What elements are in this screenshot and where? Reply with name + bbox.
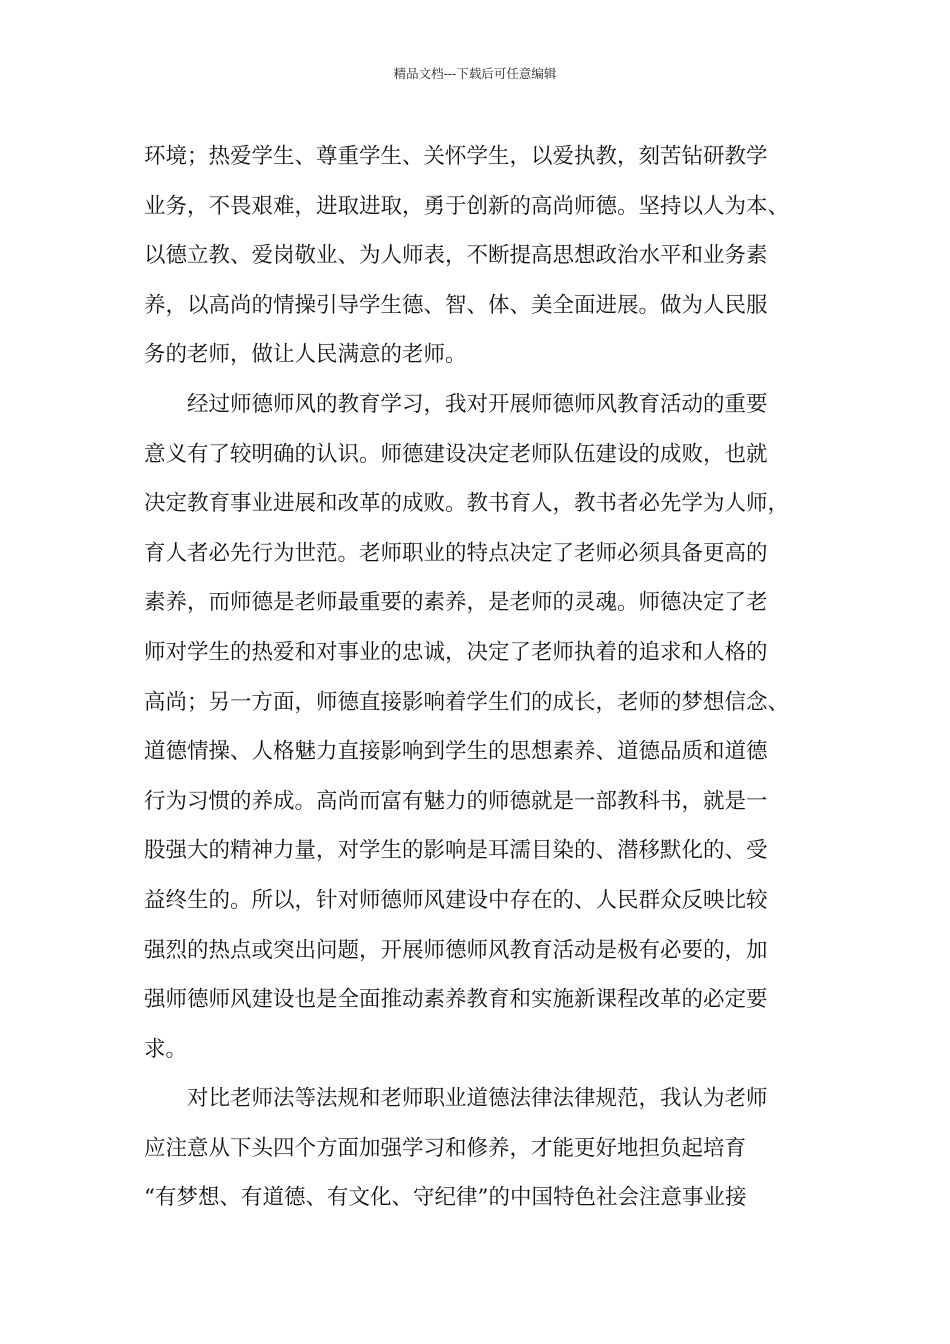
page-header: 精品文档---下载后可任意编辑 xyxy=(393,66,557,81)
text-line: 益终生的。所以，针对师德师风建设中存在的、人民群众反映比较 xyxy=(144,887,768,913)
text-line: 师对学生的热爱和对事业的忠诚，决定了老师执着的追求和人格的 xyxy=(144,639,768,665)
text-line: 养，以高尚的情操引导学生德、智、体、美全面进展。做为人民服 xyxy=(144,292,768,318)
text-line: 对比老师法等法规和老师职业道德法律法律规范，我认为老师 xyxy=(144,1086,768,1112)
text-line: 决定教育事业进展和改革的成败。教书育人，教书者必先学为人师， xyxy=(144,491,790,517)
text-line: 道德情操、人格魅力直接影响到学生的思想素养、道德品质和道德 xyxy=(144,739,768,765)
text-line: 育人者必先行为世范。老师职业的特点决定了老师必须具备更高的 xyxy=(144,540,768,566)
text-line: 意义有了较明确的认识。师德建设决定老师队伍建设的成败，也就 xyxy=(144,441,768,467)
text-line: 应注意从下头四个方面加强学习和修养，才能更好地担负起培育 xyxy=(144,1135,747,1161)
text-line: 经过师德师风的教育学习，我对开展师德师风教育活动的重要 xyxy=(144,391,768,417)
text-line: 环境；热爱学生、尊重学生、关怀学生，以爱执教，刻苦钻研教学 xyxy=(144,144,768,169)
text-line: 强烈的热点或突出问题，开展师德师风教育活动是极有必要的，加 xyxy=(144,937,768,963)
text-line: 以德立教、爱岗敬业、为人师表，不断提高思想政治水平和业务素 xyxy=(144,243,768,269)
text-line: 素养，而师德是老师最重要的素养，是老师的灵魂。师德决定了老 xyxy=(144,590,768,616)
text-line: 求。 xyxy=(144,1036,188,1062)
text-line: 行为习惯的养成。高尚而富有魅力的师德就是一部教科书，就是一 xyxy=(144,788,768,814)
text-line: 务的老师，做让人民满意的老师。 xyxy=(144,342,467,368)
text-line: “有梦想、有道德、有文化、守纪律”的中国特色社会注意事业接 xyxy=(144,1185,747,1211)
text-line: 业务，不畏艰难，进取进取，勇于创新的高尚师德。坚持以人为本、 xyxy=(144,193,790,219)
text-line: 强师德师风建设也是全面推动素养教育和实施新课程改革的必定要 xyxy=(144,987,768,1013)
text-line: 股强大的精神力量，对学生的影响是耳濡目染的、潜移默化的、受 xyxy=(144,838,768,864)
text-line: 高尚；另一方面，师德直接影响着学生们的成长，老师的梦想信念、 xyxy=(144,689,790,715)
body-text xyxy=(144,132,820,1223)
